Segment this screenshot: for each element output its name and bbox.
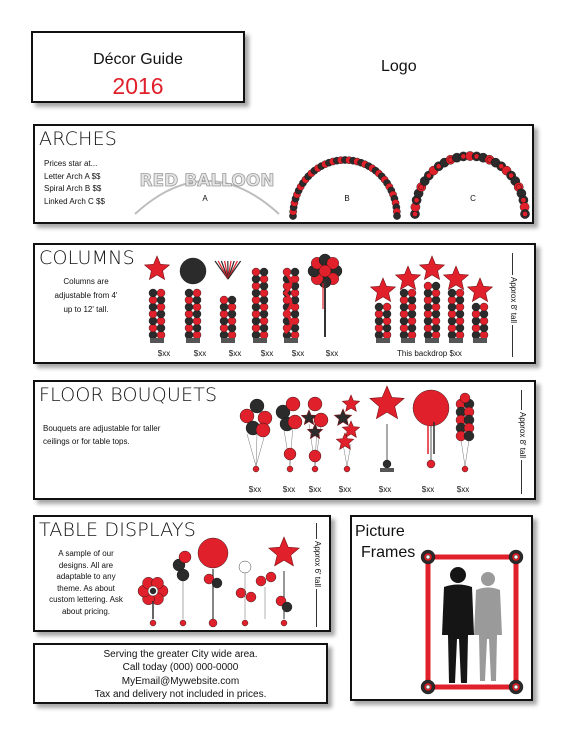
- column-base: [221, 338, 235, 343]
- star-balloon: [396, 266, 421, 290]
- balloon: [228, 296, 236, 304]
- balloon: [456, 324, 464, 332]
- balloon: [228, 310, 236, 318]
- tables-desc-line: about pricing.: [61, 606, 111, 616]
- balloon: [427, 460, 435, 468]
- arches-line: Letter Arch A $$: [44, 171, 101, 181]
- tables-desc-line: custom lettering. Ask: [49, 595, 123, 604]
- column-price: $xx: [260, 349, 274, 358]
- balloon: [260, 289, 268, 297]
- balloon: [252, 296, 260, 304]
- bouquet-price: $xx: [282, 485, 296, 494]
- balloon: [413, 390, 449, 426]
- balloon: [424, 317, 432, 325]
- floor-bouquets-section: [33, 380, 536, 500]
- balloon: [383, 317, 391, 325]
- balloon: [400, 317, 408, 325]
- table-displays-title: TABLE DISPLAYS: [39, 519, 196, 541]
- picture-frame-illustration: [420, 535, 525, 699]
- columns-desc-line: adjustable from 4': [54, 291, 118, 300]
- balloon: [432, 324, 440, 332]
- balloon: [432, 317, 440, 325]
- balloon: [432, 310, 440, 318]
- column-base: [284, 338, 298, 343]
- balloon: [252, 303, 260, 311]
- frames-title-line: Picture: [355, 523, 405, 540]
- balloon: [157, 310, 165, 318]
- balloon: [281, 620, 287, 626]
- balloon: [344, 466, 350, 472]
- balloon: [260, 275, 268, 283]
- balloon: [432, 289, 440, 297]
- balloon: [287, 466, 293, 472]
- arches-title: ARCHES: [39, 128, 118, 150]
- balloon: [472, 331, 480, 339]
- balloon: [408, 324, 416, 332]
- balloon: [456, 331, 464, 339]
- balloon: [472, 310, 480, 318]
- balloon: [260, 310, 268, 318]
- columns-height-label: Approx 8' tall: [509, 277, 518, 323]
- balloon: [288, 415, 302, 429]
- arches-line: Prices star at...: [44, 159, 98, 168]
- footer-note: Tax and delivery not included in prices.: [94, 689, 267, 701]
- table-displays-illustration: [133, 531, 313, 631]
- footer-email: MyEmail@Mywebsite.com: [121, 675, 240, 687]
- balloon: [383, 324, 391, 332]
- columns-description: [43, 275, 129, 317]
- balloon: [260, 268, 268, 276]
- balloon: [448, 324, 456, 332]
- balloon: [424, 303, 432, 311]
- balloon: [157, 303, 165, 311]
- balloon: [149, 289, 157, 297]
- footer-service-area: Serving the greater City wide area.: [103, 649, 258, 660]
- balloon: [149, 303, 157, 311]
- linked-arch-illustration: [405, 148, 535, 220]
- balloon: [291, 289, 299, 297]
- balloon: [412, 211, 417, 216]
- arches-line: Spiral Arch B $$: [44, 184, 102, 193]
- bouquets-height-label: Approx 8' tall: [518, 412, 527, 458]
- star-balloon: [420, 256, 445, 280]
- balloon: [400, 324, 408, 332]
- bouquet-price: $xx: [421, 485, 435, 494]
- balloon: [432, 282, 440, 290]
- balloon: [252, 268, 260, 276]
- balloon: [177, 569, 189, 581]
- balloon: [185, 303, 193, 311]
- bouquet-price: $xx: [456, 485, 470, 494]
- bouquet-price: $xx: [338, 485, 352, 494]
- balloon: [424, 296, 432, 304]
- star-balloon: [145, 256, 170, 280]
- bouquet-price: $xx: [378, 485, 392, 494]
- column-base: [253, 338, 267, 343]
- balloon: [228, 331, 236, 339]
- column-base: [425, 338, 439, 343]
- arches-section: [33, 124, 534, 224]
- footer-box: [33, 643, 328, 704]
- balloon: [252, 275, 260, 283]
- balloon: [228, 324, 236, 332]
- balloon: [180, 258, 206, 284]
- balloon: [400, 310, 408, 318]
- bouquet-price: $xx: [248, 485, 262, 494]
- balloon: [157, 317, 165, 325]
- logo-placeholder: Logo: [381, 58, 417, 75]
- letter-arch-text: RED BALLOON: [139, 171, 275, 191]
- arch-c-label: C: [470, 194, 476, 203]
- arches-line: Linked Arch C $$: [44, 196, 105, 206]
- balloon: [319, 265, 331, 277]
- arch-a-label: A: [202, 194, 208, 203]
- balloon: [448, 289, 456, 297]
- balloon: [242, 620, 248, 626]
- balloon: [383, 310, 391, 318]
- bouquet-price: $xx: [308, 485, 322, 494]
- balloon: [383, 303, 391, 311]
- columns-title: COLUMNS: [39, 247, 135, 269]
- balloon: [521, 198, 526, 203]
- balloon: [193, 310, 201, 318]
- columns-desc-line: Columns are: [63, 277, 109, 286]
- balloon: [220, 324, 228, 332]
- balloon: [252, 331, 260, 339]
- footer-text: [35, 648, 326, 702]
- balloon: [150, 588, 156, 594]
- balloon: [448, 296, 456, 304]
- balloon: [260, 282, 268, 290]
- balloon: [424, 289, 432, 297]
- balloon: [246, 592, 256, 602]
- column-price: $xx: [193, 349, 207, 358]
- balloon: [209, 619, 217, 627]
- balloon: [220, 317, 228, 325]
- balloon: [193, 296, 201, 304]
- balloon: [480, 310, 488, 318]
- balloon: [198, 538, 228, 568]
- balloon: [462, 466, 468, 472]
- balloon: [185, 289, 193, 297]
- balloon: [375, 303, 383, 311]
- balloon: [179, 551, 191, 563]
- balloon: [408, 331, 416, 339]
- balloon: [256, 576, 266, 586]
- column-base: [186, 338, 200, 343]
- balloon: [456, 310, 464, 318]
- balloon: [461, 154, 466, 159]
- balloon: [375, 324, 383, 332]
- balloon: [239, 561, 251, 573]
- balloon: [522, 211, 527, 216]
- column-price: $xx: [325, 349, 339, 358]
- balloon: [157, 289, 165, 297]
- tables-height-label: Approx 6' tall: [313, 541, 322, 587]
- spiral-arch-illustration: [285, 150, 405, 220]
- balloon: [414, 198, 419, 203]
- balloon: [157, 324, 165, 332]
- column-price: $xx: [291, 349, 305, 358]
- balloon: [252, 317, 260, 325]
- star-balloon: [342, 395, 359, 411]
- balloon: [291, 268, 299, 276]
- letter-arch-illustration: [127, 148, 287, 218]
- person-silhouette: [474, 588, 502, 682]
- balloon: [472, 324, 480, 332]
- person-silhouette: [450, 567, 466, 583]
- balloon: [432, 296, 440, 304]
- columns-desc-line: up to 12' tall.: [63, 305, 109, 314]
- balloon: [456, 289, 464, 297]
- balloon: [258, 411, 272, 425]
- guide-year: 2016: [112, 73, 164, 99]
- balloon: [432, 331, 440, 339]
- balloon: [375, 310, 383, 318]
- balloon: [252, 289, 260, 297]
- tables-desc-line: A sample of our: [58, 549, 114, 558]
- balloon: [256, 423, 270, 437]
- balloon: [157, 331, 165, 339]
- balloon: [448, 317, 456, 325]
- balloon: [514, 555, 518, 559]
- balloon: [383, 331, 391, 339]
- arches-price-list: [44, 158, 105, 208]
- column-price: $xx: [228, 349, 242, 358]
- balloon: [448, 310, 456, 318]
- balloon: [180, 620, 186, 626]
- balloon: [408, 296, 416, 304]
- balloon: [448, 331, 456, 339]
- balloon: [260, 303, 268, 311]
- balloon: [220, 331, 228, 339]
- balloon: [228, 303, 236, 311]
- balloon: [252, 324, 260, 332]
- backdrop-price: This backdrop $xx: [397, 349, 462, 358]
- balloon: [193, 289, 201, 297]
- balloon: [260, 296, 268, 304]
- balloon: [408, 303, 416, 311]
- header-box: [31, 31, 245, 103]
- balloon: [252, 282, 260, 290]
- balloon: [149, 324, 157, 332]
- balloon: [408, 310, 416, 318]
- table-displays-section: [33, 515, 331, 632]
- balloon: [252, 310, 260, 318]
- tables-desc-line: designs. All are: [58, 560, 114, 570]
- star-balloon: [269, 537, 299, 566]
- balloon: [400, 289, 408, 297]
- balloon: [193, 331, 201, 339]
- balloon: [312, 466, 318, 472]
- column-base: [449, 338, 463, 343]
- balloon: [193, 303, 201, 311]
- person-silhouette: [481, 572, 495, 586]
- balloon: [291, 331, 299, 339]
- balloon: [400, 296, 408, 304]
- balloon: [480, 317, 488, 325]
- star-balloon: [468, 278, 493, 302]
- balloon: [149, 331, 157, 339]
- star-balloon: [370, 386, 404, 419]
- person-silhouette: [442, 585, 474, 684]
- balloon: [456, 317, 464, 325]
- ribbon: [256, 434, 257, 466]
- star-balloon: [336, 433, 353, 449]
- balloon: [456, 296, 464, 304]
- frames-title-line: Frames: [361, 544, 416, 561]
- balloon: [193, 317, 201, 325]
- balloon: [375, 331, 383, 339]
- balloon: [284, 448, 296, 460]
- balloon: [260, 331, 268, 339]
- balloon: [253, 466, 259, 472]
- balloon: [393, 212, 400, 219]
- balloon: [480, 324, 488, 332]
- balloon: [157, 296, 165, 304]
- balloon: [250, 399, 264, 413]
- column-base: [376, 338, 390, 343]
- balloon: [480, 303, 488, 311]
- balloon: [514, 685, 518, 689]
- bouquets-illustration: [235, 384, 525, 484]
- column-base: [401, 338, 415, 343]
- floor-bouquets-title: FLOOR BOUQUETS: [39, 384, 218, 406]
- balloon: [314, 413, 328, 427]
- balloon: [424, 324, 432, 332]
- bouquets-desc-line: ceilings or for table tops.: [43, 436, 130, 446]
- arch-b-label: B: [344, 194, 350, 203]
- bouquets-description: [43, 423, 160, 448]
- balloon: [383, 460, 391, 468]
- balloon: [424, 331, 432, 339]
- star-balloon: [444, 266, 469, 290]
- footer-phone: Call today (000) 000-0000: [122, 662, 239, 674]
- star-balloon: [334, 409, 351, 425]
- picture-frames-section: [350, 515, 533, 701]
- balloon: [472, 317, 480, 325]
- balloon: [291, 310, 299, 318]
- balloon: [185, 296, 193, 304]
- ribbon: [343, 444, 347, 466]
- star-balloon: [371, 278, 396, 302]
- balloon: [212, 578, 222, 588]
- balloon: [309, 450, 321, 462]
- balloon: [424, 310, 432, 318]
- balloon: [400, 303, 408, 311]
- balloon: [266, 572, 276, 582]
- balloon: [149, 310, 157, 318]
- columns-illustration: [145, 249, 525, 349]
- balloon: [149, 317, 157, 325]
- balloon: [424, 282, 432, 290]
- tables-description: [41, 548, 131, 617]
- balloon: [185, 310, 193, 318]
- balloon: [464, 431, 474, 441]
- ribbon: [256, 434, 265, 466]
- balloon: [448, 303, 456, 311]
- balloon: [480, 331, 488, 339]
- ribbon: [247, 434, 256, 466]
- balloon: [432, 303, 440, 311]
- tables-desc-line: theme. As about: [57, 583, 115, 593]
- guide-title: Décor Guide: [93, 51, 183, 68]
- balloon: [185, 331, 193, 339]
- balloon: [220, 296, 228, 304]
- column-price: $xx: [157, 349, 171, 358]
- balloon: [150, 620, 156, 626]
- bouquet-weight: [380, 468, 394, 472]
- ribbon: [461, 440, 465, 466]
- balloon: [185, 317, 193, 325]
- column-base: [473, 338, 487, 343]
- balloon: [220, 310, 228, 318]
- balloon: [260, 324, 268, 332]
- balloon: [456, 303, 464, 311]
- balloon: [260, 317, 268, 325]
- balloon: [408, 317, 416, 325]
- balloon: [149, 296, 157, 304]
- balloon: [426, 555, 430, 559]
- picture-frames-title: [355, 521, 415, 563]
- balloon: [228, 317, 236, 325]
- balloon: [193, 324, 201, 332]
- column-base: [150, 338, 164, 343]
- balloon: [282, 602, 292, 612]
- balloon: [460, 393, 470, 403]
- ribbon: [465, 440, 469, 466]
- tables-desc-line: adaptable to any: [56, 572, 116, 581]
- balloon: [185, 324, 193, 332]
- bouquets-desc-line: Bouquets are adjustable for taller: [43, 424, 161, 433]
- balloon: [408, 289, 416, 297]
- balloon: [220, 303, 228, 311]
- balloon: [426, 685, 430, 689]
- balloon: [286, 397, 300, 411]
- balloon: [472, 303, 480, 311]
- balloon: [375, 317, 383, 325]
- balloon: [236, 588, 246, 598]
- balloon: [308, 397, 322, 411]
- columns-section: [33, 243, 536, 364]
- balloon: [400, 331, 408, 339]
